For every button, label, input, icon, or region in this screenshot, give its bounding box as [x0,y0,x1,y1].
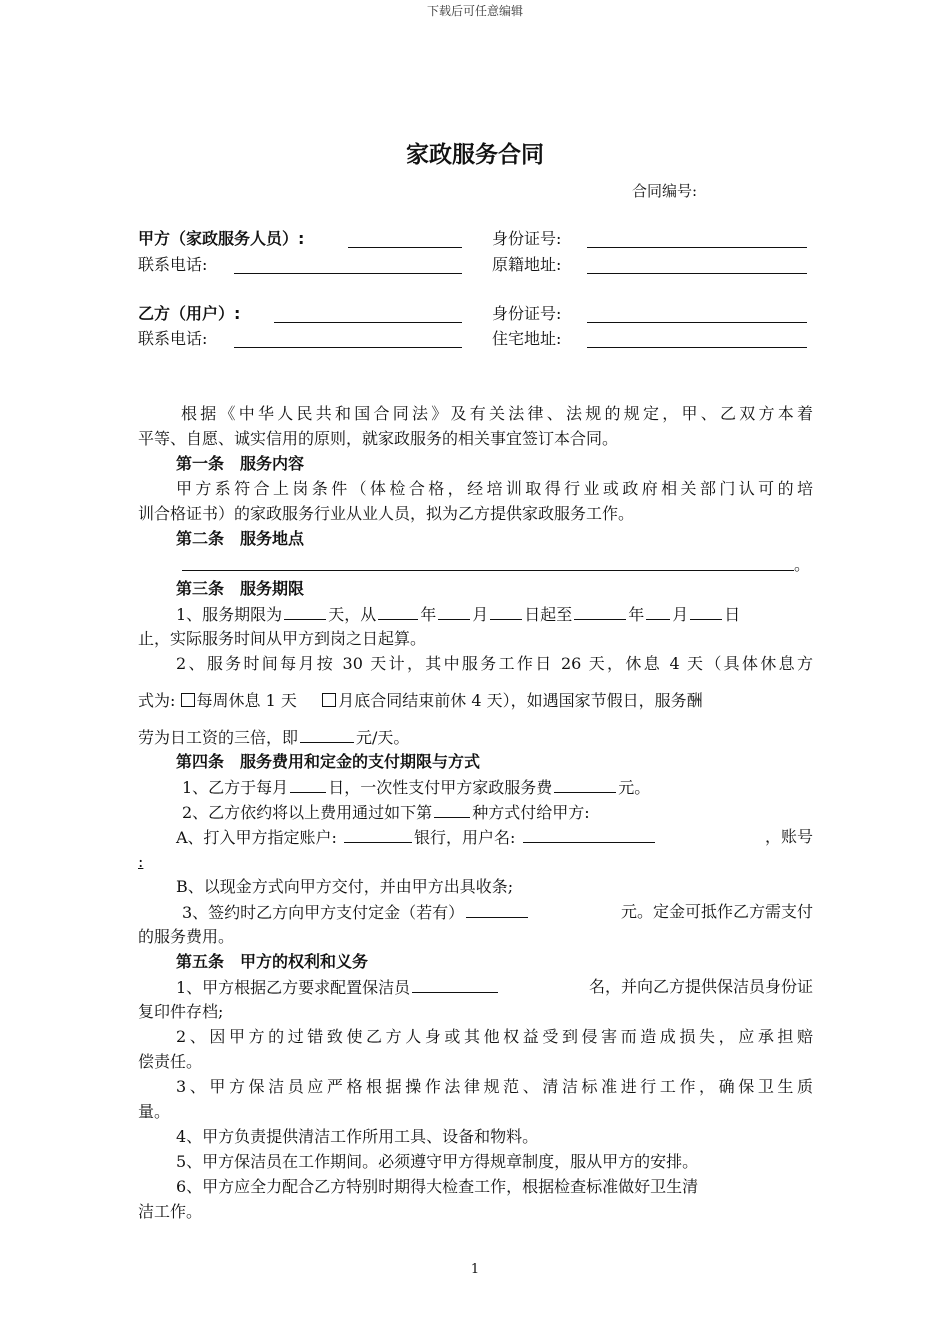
payment-day-blank[interactable] [290,776,326,793]
party-b-phone-label: 联系电话: [138,329,208,348]
article-4-item-3-cont: 的服务费用。 [138,927,235,946]
party-b-address-blank[interactable] [587,331,807,348]
document-title: 家政服务合同 [406,142,544,168]
party-b-name-blank[interactable] [274,306,462,323]
article-5-item-4: 4、甲方负责提供清洁工作所用工具、设备和物料。 [176,1127,539,1146]
bank-blank[interactable] [344,826,412,843]
article-2-heading: 第二条 服务地点 [176,529,305,548]
article-4-item-3: 3、签约时乙方向甲方支付定金（若有） 元。定金可抵作乙方需支付 [182,902,813,922]
start-year-blank[interactable] [378,603,418,620]
article-5-item-6: 6、甲方应全力配合乙方特别时期得大检查工作，根据检查标准做好卫生清 [176,1177,699,1196]
article-5-item-2: 2、因甲方的过错致使乙方人身或其他权益受到侵害而造成损失，应承担赔 [176,1027,813,1046]
article-3-item-2: 2、服务时间每月按 30 天计，其中服务工作日 26 天，休息 4 天（具体休息方 [176,654,813,673]
article-4-heading: 第四条 服务费用和定金的支付期限与方式 [176,752,481,771]
article-3-holiday-pay: 劳为日工资的三倍，即 元/天。 [138,728,410,747]
party-a-origin-blank[interactable] [587,257,807,274]
article-2-end: 。 [794,555,811,574]
article-4-item-2: 2、乙方依约将以上费用通过如下第 种方式付给甲方: [182,803,590,822]
article-5-item-2-cont: 偿责任。 [138,1052,203,1071]
party-b-id-blank[interactable] [587,306,807,323]
start-day-blank[interactable] [490,603,522,620]
party-a-id-blank[interactable] [587,231,807,248]
preamble-line-2: 平等、自愿、诚实信用的原则，就家政服务的相关事宜签订本合同。 [138,429,619,448]
article-3-rest-options: 式为: 每周休息 1 天 月底合同结束前休 4 天），如遇国家节假日，服务酬 [138,691,703,710]
party-b-id-label: 身份证号: [492,304,562,323]
article-5-item-1-cont: 复印件存档; [138,1002,224,1021]
article-5-item-1: 1、甲方根据乙方要求配置保洁员 名，并向乙方提供保洁员身份证 [176,977,813,997]
article-1-text-2: 训合格证书）的家政服务行业从业人员，拟为乙方提供家政服务工作。 [138,504,635,523]
party-a-id-label: 身份证号: [492,229,562,248]
article-5-heading: 第五条 甲方的权利和义务 [176,952,369,971]
party-b-address-label: 住宅地址: [492,329,562,348]
preamble-line-1: 根据《中华人民共和国合同法》及有关法律、法规的规定，甲、乙双方本着 [181,404,813,423]
holiday-wage-blank[interactable] [300,726,354,743]
article-4-option-b: B、以现金方式向甲方交付，并由甲方出具收条; [176,877,514,896]
article-1-heading: 第一条 服务内容 [176,454,305,473]
payment-method-blank[interactable] [434,801,470,818]
article-1-text-1: 甲方系符合上岗条件（体检合格，经培训取得行业或政府相关部门认可的培 [176,479,813,498]
party-a-origin-label: 原籍地址: [492,255,562,274]
end-year-blank[interactable] [574,603,626,620]
weekly-rest-checkbox[interactable] [181,693,195,707]
article-3-heading: 第三条 服务期限 [176,579,305,598]
header-note: 下载后可任意编辑 [426,4,523,18]
article-5-item-5: 5、甲方保洁员在工作期间。必须遵守甲方得规章制度，服从甲方的安排。 [176,1152,699,1171]
days-blank[interactable] [284,603,326,620]
party-a-label: 甲方（家政服务人员）: [138,229,305,248]
service-fee-blank[interactable] [554,776,616,793]
article-3-item-1: 1、服务期限为 天，从 年 月 日起至 年 月 日 [176,605,741,624]
page-number: 1 [470,1262,480,1277]
article-5-item-3-cont: 量。 [138,1102,171,1121]
party-b-phone-blank[interactable] [234,331,462,348]
month-end-rest-checkbox[interactable] [322,693,336,707]
end-day-blank[interactable] [690,603,722,620]
cleaner-count-blank[interactable] [412,976,498,993]
party-b-label: 乙方（用户）: [138,304,241,323]
account-name-blank[interactable] [523,826,655,843]
article-3-item-1-cont: 止，实际服务时间从甲方到岗之日起算。 [138,629,427,648]
start-month-blank[interactable] [438,603,470,620]
service-location-blank[interactable] [182,554,794,571]
party-a-phone-blank[interactable] [234,257,462,274]
party-a-name-blank[interactable] [348,231,462,248]
contract-number-label: 合同编号: [632,182,698,200]
article-4-option-a: A、打入甲方指定账户: 银行，用户名: ，账号 [176,827,813,847]
article-4-item-1: 1、乙方于每月 日，一次性支付甲方家政服务费 元。 [182,778,651,797]
end-month-blank[interactable] [646,603,670,620]
party-a-phone-label: 联系电话: [138,255,208,274]
article-5-item-3: 3、甲方保洁员应严格根据操作法律规范、清洁标准进行工作，确保卫生质 [176,1077,813,1096]
deposit-blank[interactable] [466,901,528,918]
article-4-option-a-cont: : [138,852,144,871]
article-5-item-6-cont: 洁工作。 [138,1202,203,1221]
